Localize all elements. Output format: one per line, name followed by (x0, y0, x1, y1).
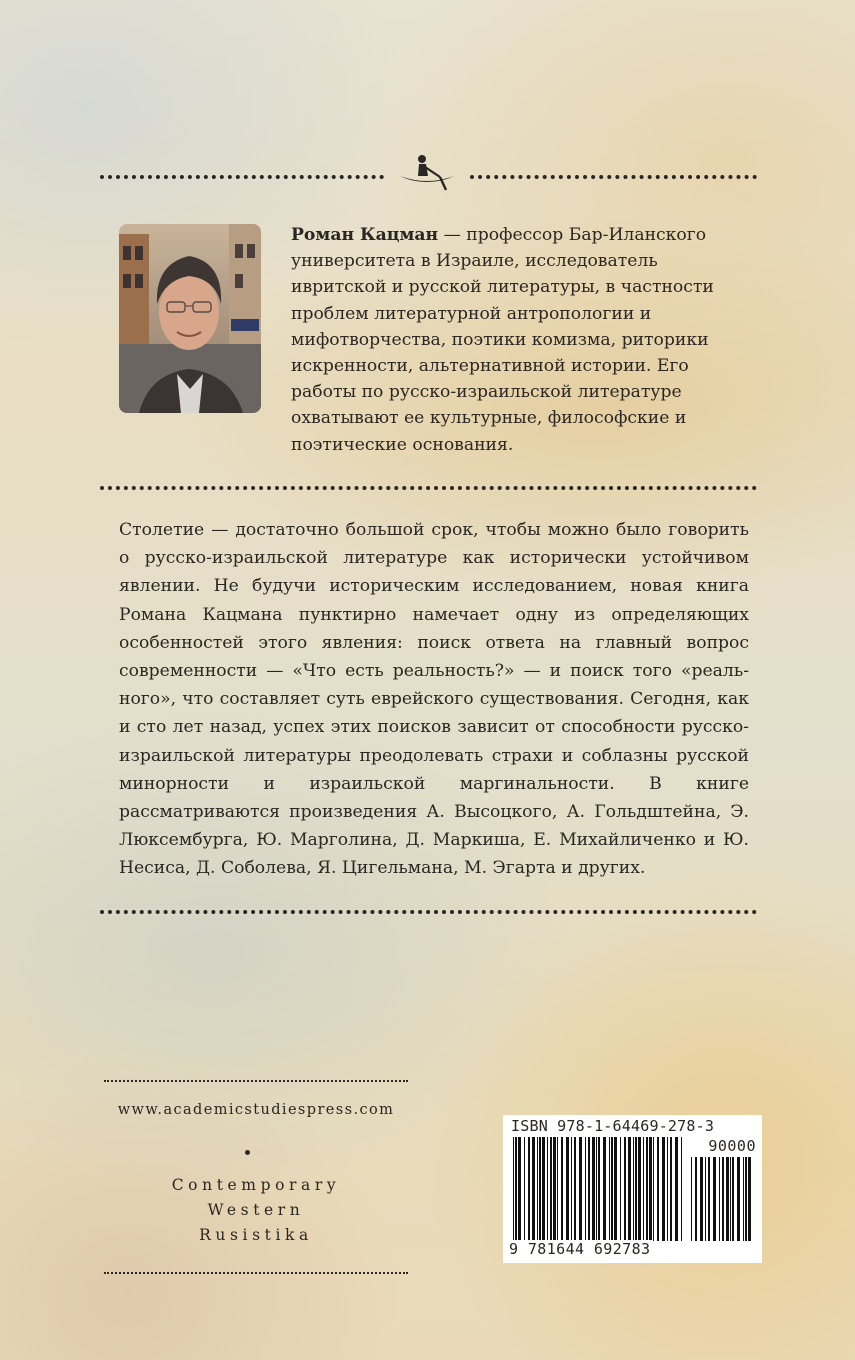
ean-digits: 9 781644 692783 (509, 1240, 651, 1258)
barcode-bar (571, 1137, 572, 1241)
barcode-bar (713, 1157, 716, 1241)
isbn-barcode (503, 1115, 762, 1263)
barcode-bar (532, 1137, 535, 1241)
isbn-label: ISBN 978-1-64469-278-3 (511, 1117, 715, 1135)
barcode-bar (515, 1137, 517, 1255)
publisher-top-divider (104, 1080, 408, 1082)
barcode-bar (566, 1137, 569, 1241)
barcode-bar (667, 1137, 668, 1241)
barcode-bar (614, 1137, 617, 1241)
barcode-bar (670, 1137, 672, 1241)
price-code: 90000 (708, 1137, 756, 1155)
barcode-bar (695, 1157, 697, 1241)
barcode-bar (585, 1137, 586, 1241)
barcode-bar (638, 1137, 641, 1241)
publisher-website: www.academicstudiespress.com (117, 1102, 395, 1118)
barcode-bar (609, 1137, 610, 1241)
barcode-bar (719, 1157, 720, 1241)
lower-divider (100, 910, 757, 914)
barcode-bar (579, 1137, 582, 1241)
barcode-bar (598, 1137, 600, 1255)
barcode-bar (628, 1137, 631, 1241)
barcode-bar (537, 1137, 538, 1241)
top-divider-right (470, 175, 757, 179)
barcode-bar (620, 1137, 621, 1241)
barcode-bar (603, 1137, 606, 1255)
barcode-bar (635, 1137, 637, 1241)
barcode-bar (588, 1137, 590, 1241)
barcode-bar (539, 1137, 541, 1241)
barcode-bar (708, 1157, 710, 1241)
barcode-bar (737, 1157, 740, 1241)
series-line-1: Contemporary (171, 1176, 341, 1194)
barcode-bar (722, 1157, 724, 1241)
barcode-bar (624, 1137, 626, 1241)
book-description: Столетие — достаточно большой срок, чтобы можно было говорить о русско-израильской литературе как исторически устойчивом явлении. Не будучи историческим исследованием, новая книга Романа Кацмана пунктирно намечает одну из определяющих особенностей этого явления: поиск ответа на главный вопрос современности — «Что есть реальность?» — и поиск того «реального», что составляет суть еврейского существования. Сегодня, как и сто лет назад, успех этих поисков зависит от способности русско-израильской литературы преодолевать страхи и соблазны русской минорности и израильской маргинальности. В книге рассматриваются произведения А. Высоцкого, А. Гольдштейна, Э. Люксембурга, Ю. Марголина, Д. Маркиша, Е. Михайличенко и Ю. Несиса, Д. Соболева, Я. Цигельмана, М. Эгарта и других. (119, 520, 749, 879)
barcode-bar (726, 1157, 729, 1241)
barcode-bar (732, 1157, 734, 1241)
author-name: Роман Кацман (291, 225, 439, 245)
boat-with-rower-icon (398, 150, 456, 196)
barcode-bar (643, 1137, 644, 1241)
barcode-bar (553, 1137, 556, 1241)
barcode-bar (681, 1137, 682, 1241)
barcode-bar (743, 1157, 744, 1241)
barcode-bar (524, 1137, 525, 1241)
barcode-bar (653, 1137, 654, 1241)
barcode-bar (705, 1157, 706, 1241)
barcode-bar (633, 1137, 634, 1241)
barcode-bar (550, 1137, 552, 1241)
barcode-bar (557, 1137, 558, 1241)
barcode-bar (542, 1137, 545, 1241)
barcode-bar (611, 1137, 613, 1241)
publisher-bottom-divider (104, 1272, 408, 1274)
series-line-3: Rusistika (199, 1226, 313, 1244)
barcode-bar (547, 1137, 548, 1241)
barcode-bar (518, 1137, 521, 1241)
barcode-bar (700, 1157, 703, 1241)
barcode-bar (574, 1137, 576, 1241)
series-line-2: Western (207, 1201, 305, 1219)
barcode-bar (657, 1137, 659, 1241)
top-divider-left (100, 175, 384, 179)
middle-divider (100, 486, 757, 490)
barcode-bar (691, 1157, 692, 1241)
barcode-bar (561, 1137, 563, 1241)
author-bio-text: — профессор Бар-Иланского университета в Израиле, исследователь ивритской и русской литературы, в частности проблем литературной антропологии и мифотворчества, поэтики комизма, риторики искренности, альтернативной истории. Его работы по русско-израильской литературе охватывают ее культурные, философские и поэтические основания. (291, 225, 714, 455)
barcode-bar (649, 1137, 652, 1241)
barcode-bar (662, 1137, 665, 1241)
barcode-bar (596, 1137, 597, 1241)
barcode-bar (592, 1137, 595, 1241)
ean13-bars (511, 1137, 685, 1255)
barcode-bar (528, 1137, 530, 1241)
price-addon-bars (689, 1157, 755, 1255)
separator-bullet (245, 1150, 250, 1155)
barcode-bar (513, 1137, 514, 1255)
barcode-bar (748, 1157, 751, 1241)
barcode-bar (675, 1137, 678, 1241)
author-photo (119, 224, 261, 413)
barcode-bar (730, 1157, 731, 1241)
barcode-bar (646, 1137, 648, 1241)
barcode-bar (745, 1157, 747, 1241)
author-bio (291, 222, 741, 458)
